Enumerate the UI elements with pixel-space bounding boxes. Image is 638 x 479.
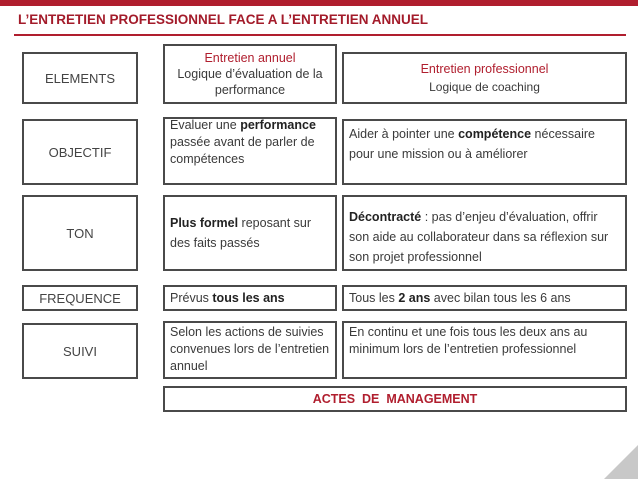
objectif-pro-bold: compétence xyxy=(458,127,532,141)
pro-header-cell xyxy=(342,52,627,104)
frequence-label-cell xyxy=(22,285,138,311)
pro-title: Entretien professionnel xyxy=(420,62,549,76)
frequence-annuel-bold: tous les ans xyxy=(212,290,285,305)
frequence-label: FREQUENCE xyxy=(39,290,121,306)
elements-label: ELEMENTS xyxy=(44,70,116,86)
frequence-pro-bold: 2 ans xyxy=(398,290,431,305)
suivi-annuel-cell xyxy=(163,321,337,379)
suivi-label: SUIVI xyxy=(63,343,97,359)
frequence-pro-text-1: Tous les xyxy=(349,290,399,305)
annuel-subtitle: Logique d’évaluation de la performance xyxy=(177,67,323,97)
ton-pro-bold: Décontracté xyxy=(349,210,422,224)
objectif-pro-text-2: nécessaire pour une mission ou à améliorer xyxy=(349,127,595,161)
objectif-annuel-text-1: Evaluer une xyxy=(170,118,241,132)
annuel-header-cell xyxy=(163,44,337,104)
ton-pro-text: : pas d’enjeu d’évaluation, offrir son aide au collaborateur dans sa réflexion sur son projet professionnel xyxy=(349,210,609,264)
frequence-pro-cell xyxy=(342,285,627,311)
objectif-label-cell xyxy=(22,119,138,185)
frequence-annuel-text: Prévus xyxy=(170,290,213,305)
ton-label-cell xyxy=(22,195,138,271)
actes-management-label: ACTES DE MANAGEMENT xyxy=(312,391,478,406)
ton-annuel-text: reposant sur des faits passés xyxy=(170,216,312,250)
objectif-annuel-cell xyxy=(163,117,337,185)
objectif-pro-cell xyxy=(342,119,627,185)
objectif-pro-text-1: Aider à pointer une xyxy=(349,127,459,141)
page-title: L’ENTRETIEN PROFESSIONNEL FACE A L’ENTRETIEN ANNUEL xyxy=(18,12,429,27)
suivi-pro-text: En continu et une fois tous les deux ans au minimum lors de l’entretien professionnel xyxy=(349,325,588,356)
suivi-label-cell xyxy=(22,323,138,379)
objectif-label: OBJECTIF xyxy=(48,144,112,160)
title-divider xyxy=(14,34,626,36)
annuel-title: Entretien annuel xyxy=(204,51,296,65)
pro-subtitle: Logique de coaching xyxy=(429,80,540,94)
objectif-annuel-text-2: passée avant de parler de compétences xyxy=(170,135,315,166)
ton-label: TON xyxy=(66,225,94,241)
frequence-annuel-cell xyxy=(163,285,337,311)
elements-header-cell xyxy=(22,52,138,104)
objectif-annuel-bold: performance xyxy=(240,118,316,132)
page-corner-decoration xyxy=(604,445,638,479)
top-accent-bar xyxy=(0,0,638,6)
frequence-pro-text-2: avec bilan tous les 6 ans xyxy=(430,290,571,305)
suivi-annuel-text: Selon les actions de suivies convenues lors de l’entretien annuel xyxy=(170,325,330,373)
ton-annuel-cell xyxy=(163,195,337,271)
actes-management-banner xyxy=(163,386,627,412)
ton-annuel-bold: Plus formel xyxy=(170,216,239,230)
ton-pro-cell xyxy=(342,195,627,271)
suivi-pro-cell xyxy=(342,321,627,379)
